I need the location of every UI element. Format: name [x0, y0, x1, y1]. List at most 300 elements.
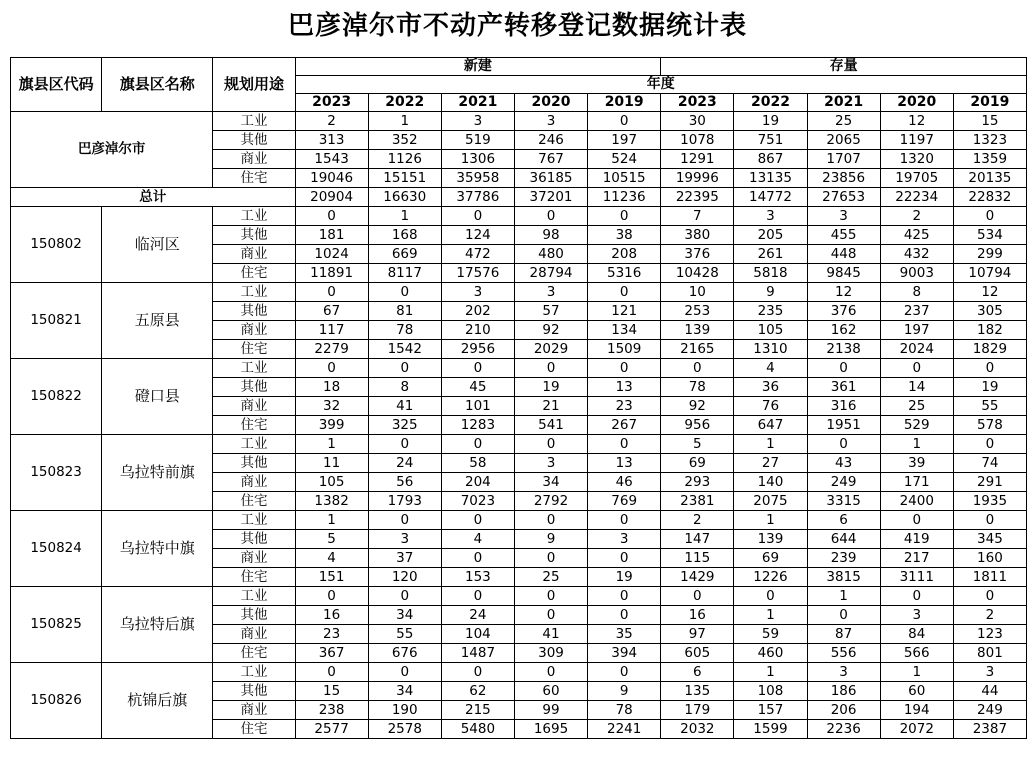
table-row — [11, 587, 1027, 606]
table-cell: 3 — [953, 663, 1026, 682]
table-cell: 139 — [734, 530, 807, 549]
table-cell: 55 — [953, 397, 1026, 416]
table-cell: 19 — [953, 378, 1026, 397]
table-cell: 37 — [368, 549, 441, 568]
table-cell: 1283 — [441, 416, 514, 435]
table-cell: 12 — [953, 283, 1026, 302]
table-cell: 455 — [807, 226, 880, 245]
header-district-code: 旗县区代码 — [11, 58, 102, 112]
table-cell: 1599 — [734, 720, 807, 739]
table-cell: 23856 — [807, 169, 880, 188]
table-cell: 123 — [953, 625, 1026, 644]
table-cell: 124 — [441, 226, 514, 245]
table-cell: 27653 — [807, 188, 880, 207]
table-cell: 23 — [295, 625, 368, 644]
table-cell: 81 — [368, 302, 441, 321]
table-cell: 448 — [807, 245, 880, 264]
table-cell: 3111 — [880, 568, 953, 587]
table-cell: 19 — [514, 378, 587, 397]
table-cell: 0 — [368, 511, 441, 530]
table-cell: 0 — [368, 663, 441, 682]
usage-label: 其他 — [213, 378, 295, 397]
usage-label: 工业 — [213, 359, 295, 378]
table-cell: 0 — [807, 606, 880, 625]
table-cell: 10794 — [953, 264, 1026, 283]
district-name: 杭锦后旗 — [102, 663, 213, 739]
table-cell: 3 — [880, 606, 953, 625]
table-cell: 0 — [441, 511, 514, 530]
table-cell: 30 — [661, 112, 734, 131]
table-cell: 182 — [953, 321, 1026, 340]
usage-label: 商业 — [213, 245, 295, 264]
district-name: 磴口县 — [102, 359, 213, 435]
table-cell: 669 — [368, 245, 441, 264]
table-cell: 6 — [661, 663, 734, 682]
table-cell: 1 — [734, 511, 807, 530]
table-cell: 2241 — [588, 720, 661, 739]
table-cell: 20904 — [295, 188, 368, 207]
table-cell: 239 — [807, 549, 880, 568]
table-cell: 108 — [734, 682, 807, 701]
table-cell: 22234 — [880, 188, 953, 207]
table-cell: 3 — [807, 207, 880, 226]
table-cell: 3 — [368, 530, 441, 549]
table-cell: 1 — [368, 112, 441, 131]
table-row — [11, 359, 1027, 378]
table-cell: 5480 — [441, 720, 514, 739]
usage-label: 工业 — [213, 435, 295, 454]
table-cell: 3 — [514, 283, 587, 302]
table-cell: 117 — [295, 321, 368, 340]
table-cell: 2578 — [368, 720, 441, 739]
table-cell: 0 — [514, 435, 587, 454]
header-year: 年度 — [295, 76, 1026, 94]
table-cell: 0 — [441, 207, 514, 226]
table-cell: 69 — [734, 549, 807, 568]
table-cell: 291 — [953, 473, 1026, 492]
usage-label: 住宅 — [213, 720, 295, 739]
table-cell: 432 — [880, 245, 953, 264]
table-cell: 529 — [880, 416, 953, 435]
table-cell: 41 — [514, 625, 587, 644]
table-row — [11, 207, 1027, 226]
table-cell: 5818 — [734, 264, 807, 283]
table-cell: 5 — [295, 530, 368, 549]
table-cell: 676 — [368, 644, 441, 663]
table-cell: 32 — [295, 397, 368, 416]
district-name: 乌拉特中旗 — [102, 511, 213, 587]
table-cell: 4 — [295, 549, 368, 568]
table-cell: 208 — [588, 245, 661, 264]
table-cell: 352 — [368, 131, 441, 150]
table-cell: 2577 — [295, 720, 368, 739]
table-cell: 2387 — [953, 720, 1026, 739]
table-cell: 534 — [953, 226, 1026, 245]
header-year-cell: 2021 — [441, 94, 514, 112]
table-cell: 5 — [661, 435, 734, 454]
table-cell: 139 — [661, 321, 734, 340]
table-cell: 1078 — [661, 131, 734, 150]
table-cell: 69 — [661, 454, 734, 473]
district-code: 150822 — [11, 359, 102, 435]
table-cell: 78 — [661, 378, 734, 397]
usage-label: 商业 — [213, 701, 295, 720]
table-cell: 425 — [880, 226, 953, 245]
table-cell: 13135 — [734, 169, 807, 188]
table-cell: 0 — [953, 359, 1026, 378]
table-cell: 9 — [588, 682, 661, 701]
table-cell: 644 — [807, 530, 880, 549]
table-cell: 120 — [368, 568, 441, 587]
table-cell: 801 — [953, 644, 1026, 663]
table-cell: 1829 — [953, 340, 1026, 359]
table-cell: 0 — [441, 359, 514, 378]
table-cell: 19705 — [880, 169, 953, 188]
city-name: 巴彦淖尔市 — [11, 112, 213, 188]
table-cell: 12 — [880, 112, 953, 131]
usage-label: 其他 — [213, 606, 295, 625]
usage-label: 工业 — [213, 511, 295, 530]
table-cell: 235 — [734, 302, 807, 321]
table-cell: 0 — [880, 359, 953, 378]
usage-label: 工业 — [213, 283, 295, 302]
table-cell: 0 — [441, 435, 514, 454]
table-cell: 171 — [880, 473, 953, 492]
table-cell: 0 — [514, 587, 587, 606]
usage-label: 工业 — [213, 112, 295, 131]
table-cell: 246 — [514, 131, 587, 150]
table-cell: 12 — [807, 283, 880, 302]
table-cell: 0 — [734, 587, 807, 606]
district-code: 150825 — [11, 587, 102, 663]
table-cell: 45 — [441, 378, 514, 397]
table-cell: 1359 — [953, 150, 1026, 169]
usage-label: 工业 — [213, 663, 295, 682]
district-name: 乌拉特前旗 — [102, 435, 213, 511]
table-cell: 249 — [807, 473, 880, 492]
table-cell: 1310 — [734, 340, 807, 359]
table-cell: 7 — [661, 207, 734, 226]
table-cell: 190 — [368, 701, 441, 720]
table-cell: 135 — [661, 682, 734, 701]
table-cell: 2032 — [661, 720, 734, 739]
header-year-cell: 2022 — [734, 94, 807, 112]
table-cell: 556 — [807, 644, 880, 663]
usage-label: 其他 — [213, 131, 295, 150]
district-name: 临河区 — [102, 207, 213, 283]
table-cell: 34 — [368, 682, 441, 701]
table-cell: 5316 — [588, 264, 661, 283]
table-cell: 9845 — [807, 264, 880, 283]
table-cell: 0 — [588, 587, 661, 606]
usage-label: 商业 — [213, 397, 295, 416]
table-cell: 11 — [295, 454, 368, 473]
table-cell: 36185 — [514, 169, 587, 188]
table-cell: 15151 — [368, 169, 441, 188]
table-cell: 0 — [588, 112, 661, 131]
table-cell: 261 — [734, 245, 807, 264]
table-cell: 134 — [588, 321, 661, 340]
table-cell: 35 — [588, 625, 661, 644]
table-cell: 480 — [514, 245, 587, 264]
table-cell: 0 — [368, 359, 441, 378]
table-cell: 67 — [295, 302, 368, 321]
district-name: 五原县 — [102, 283, 213, 359]
table-cell: 99 — [514, 701, 587, 720]
table-cell: 2 — [661, 511, 734, 530]
table-cell: 92 — [661, 397, 734, 416]
table-cell: 60 — [514, 682, 587, 701]
table-cell: 1811 — [953, 568, 1026, 587]
table-cell: 19 — [588, 568, 661, 587]
table-cell: 16 — [295, 606, 368, 625]
district-code: 150823 — [11, 435, 102, 511]
usage-label: 其他 — [213, 530, 295, 549]
table-cell: 11891 — [295, 264, 368, 283]
table-cell: 205 — [734, 226, 807, 245]
usage-label: 商业 — [213, 473, 295, 492]
table-cell: 0 — [880, 587, 953, 606]
table-cell: 2 — [295, 112, 368, 131]
table-cell: 376 — [661, 245, 734, 264]
table-cell: 104 — [441, 625, 514, 644]
header-year-cell: 2022 — [368, 94, 441, 112]
table-cell: 249 — [953, 701, 1026, 720]
table-cell: 3815 — [807, 568, 880, 587]
table-cell: 4 — [441, 530, 514, 549]
table-cell: 58 — [441, 454, 514, 473]
table-cell: 0 — [588, 511, 661, 530]
usage-label: 商业 — [213, 625, 295, 644]
table-cell: 3 — [588, 530, 661, 549]
usage-label: 住宅 — [213, 568, 295, 587]
table-cell: 1543 — [295, 150, 368, 169]
table-cell: 394 — [588, 644, 661, 663]
table-cell: 316 — [807, 397, 880, 416]
table-cell: 215 — [441, 701, 514, 720]
table-cell: 8 — [880, 283, 953, 302]
table-cell: 313 — [295, 131, 368, 150]
table-cell: 19996 — [661, 169, 734, 188]
table-row — [11, 283, 1027, 302]
table-cell: 202 — [441, 302, 514, 321]
table-cell: 20135 — [953, 169, 1026, 188]
usage-label: 工业 — [213, 587, 295, 606]
table-cell: 37201 — [514, 188, 587, 207]
table-cell: 3 — [514, 112, 587, 131]
header-usage: 规划用途 — [213, 58, 295, 112]
table-cell: 0 — [588, 606, 661, 625]
table-cell: 1 — [734, 435, 807, 454]
table-cell: 204 — [441, 473, 514, 492]
table-cell: 0 — [661, 587, 734, 606]
table-cell: 78 — [368, 321, 441, 340]
table-cell: 18 — [295, 378, 368, 397]
table-cell: 1 — [295, 435, 368, 454]
table-cell: 376 — [807, 302, 880, 321]
statistics-table — [10, 57, 1027, 739]
table-cell: 647 — [734, 416, 807, 435]
table-cell: 399 — [295, 416, 368, 435]
table-cell: 0 — [514, 511, 587, 530]
table-cell: 3 — [441, 112, 514, 131]
table-cell: 0 — [880, 511, 953, 530]
table-cell: 25 — [880, 397, 953, 416]
table-cell: 1695 — [514, 720, 587, 739]
table-cell: 22832 — [953, 188, 1026, 207]
usage-label: 住宅 — [213, 169, 295, 188]
table-cell: 253 — [661, 302, 734, 321]
table-cell: 78 — [588, 701, 661, 720]
table-cell: 38 — [588, 226, 661, 245]
table-cell: 19 — [734, 112, 807, 131]
table-cell: 541 — [514, 416, 587, 435]
table-cell: 9 — [734, 283, 807, 302]
table-cell: 2138 — [807, 340, 880, 359]
district-name: 乌拉特后旗 — [102, 587, 213, 663]
table-cell: 1226 — [734, 568, 807, 587]
table-cell: 55 — [368, 625, 441, 644]
table-cell: 0 — [295, 587, 368, 606]
table-cell: 153 — [441, 568, 514, 587]
total-row — [11, 188, 1027, 207]
table-cell: 41 — [368, 397, 441, 416]
table-cell: 98 — [514, 226, 587, 245]
table-cell: 105 — [295, 473, 368, 492]
table-cell: 115 — [661, 549, 734, 568]
table-cell: 3 — [807, 663, 880, 682]
table-cell: 151 — [295, 568, 368, 587]
table-cell: 361 — [807, 378, 880, 397]
table-cell: 8117 — [368, 264, 441, 283]
table-cell: 27 — [734, 454, 807, 473]
table-cell: 1951 — [807, 416, 880, 435]
table-cell: 2165 — [661, 340, 734, 359]
usage-label: 住宅 — [213, 416, 295, 435]
table-cell: 0 — [588, 283, 661, 302]
table-cell: 10 — [661, 283, 734, 302]
table-cell: 76 — [734, 397, 807, 416]
table-cell: 121 — [588, 302, 661, 321]
table-cell: 194 — [880, 701, 953, 720]
table-cell: 767 — [514, 150, 587, 169]
table-cell: 1429 — [661, 568, 734, 587]
table-cell: 74 — [953, 454, 1026, 473]
table-cell: 605 — [661, 644, 734, 663]
table-cell: 8 — [368, 378, 441, 397]
usage-label: 其他 — [213, 454, 295, 473]
table-cell: 867 — [734, 150, 807, 169]
table-cell: 1 — [880, 435, 953, 454]
table-cell: 1 — [368, 207, 441, 226]
table-cell: 345 — [953, 530, 1026, 549]
table-cell: 0 — [441, 663, 514, 682]
table-cell: 0 — [588, 549, 661, 568]
table-cell: 1382 — [295, 492, 368, 511]
usage-label: 商业 — [213, 150, 295, 169]
usage-label: 住宅 — [213, 340, 295, 359]
table-cell: 1 — [880, 663, 953, 682]
table-cell: 0 — [295, 359, 368, 378]
usage-label: 商业 — [213, 549, 295, 568]
table-cell: 566 — [880, 644, 953, 663]
table-cell: 105 — [734, 321, 807, 340]
table-cell: 2792 — [514, 492, 587, 511]
table-cell: 46 — [588, 473, 661, 492]
table-cell: 34 — [514, 473, 587, 492]
table-cell: 2381 — [661, 492, 734, 511]
table-cell: 325 — [368, 416, 441, 435]
table-cell: 1291 — [661, 150, 734, 169]
page-title: 巴彦淖尔市不动产转移登记数据统计表 — [287, 11, 747, 41]
table-cell: 168 — [368, 226, 441, 245]
table-cell: 2236 — [807, 720, 880, 739]
table-cell: 2065 — [807, 131, 880, 150]
table-cell: 1 — [734, 606, 807, 625]
table-cell: 181 — [295, 226, 368, 245]
table-cell: 1306 — [441, 150, 514, 169]
header-year-cell: 2021 — [807, 94, 880, 112]
table-cell: 0 — [368, 435, 441, 454]
table-cell: 36 — [734, 378, 807, 397]
header-new: 新建 — [295, 58, 661, 76]
table-cell: 0 — [588, 435, 661, 454]
table-cell: 217 — [880, 549, 953, 568]
table-cell: 16630 — [368, 188, 441, 207]
table-cell: 2072 — [880, 720, 953, 739]
table-cell: 13 — [588, 378, 661, 397]
table-cell: 238 — [295, 701, 368, 720]
table-cell: 0 — [588, 359, 661, 378]
usage-label: 住宅 — [213, 264, 295, 283]
header-stock: 存量 — [661, 58, 1027, 76]
table-cell: 1320 — [880, 150, 953, 169]
table-cell: 524 — [588, 150, 661, 169]
table-cell: 1 — [295, 511, 368, 530]
table-row — [11, 663, 1027, 682]
table-cell: 4 — [734, 359, 807, 378]
table-cell: 0 — [295, 207, 368, 226]
table-cell: 22395 — [661, 188, 734, 207]
table-cell: 519 — [441, 131, 514, 150]
table-cell: 0 — [441, 587, 514, 606]
table-cell: 1542 — [368, 340, 441, 359]
table-cell: 0 — [953, 511, 1026, 530]
table-cell: 1024 — [295, 245, 368, 264]
table-cell: 28794 — [514, 264, 587, 283]
table-cell: 206 — [807, 701, 880, 720]
table-cell: 59 — [734, 625, 807, 644]
usage-label: 住宅 — [213, 644, 295, 663]
table-cell: 0 — [514, 207, 587, 226]
table-cell: 25 — [514, 568, 587, 587]
table-cell: 24 — [441, 606, 514, 625]
table-cell: 1126 — [368, 150, 441, 169]
table-cell: 237 — [880, 302, 953, 321]
table-cell: 3 — [514, 454, 587, 473]
table-cell: 84 — [880, 625, 953, 644]
table-cell: 10515 — [588, 169, 661, 188]
table-cell: 162 — [807, 321, 880, 340]
table-cell: 267 — [588, 416, 661, 435]
table-cell: 15 — [295, 682, 368, 701]
table-cell: 460 — [734, 644, 807, 663]
table-cell: 0 — [514, 549, 587, 568]
table-cell: 0 — [514, 663, 587, 682]
total-label: 总计 — [11, 188, 296, 207]
table-cell: 9003 — [880, 264, 953, 283]
table-cell: 472 — [441, 245, 514, 264]
